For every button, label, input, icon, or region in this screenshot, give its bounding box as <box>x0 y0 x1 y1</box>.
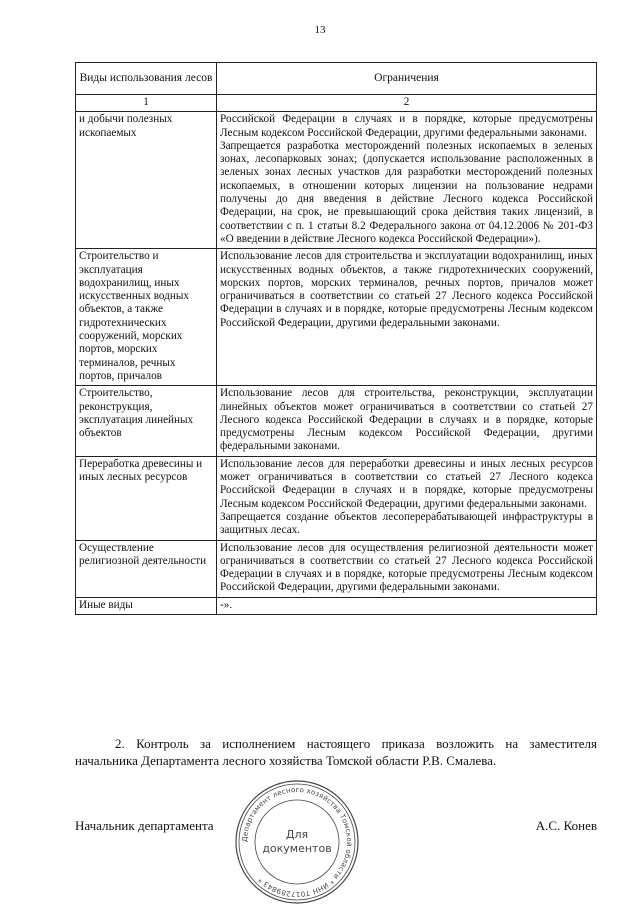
restriction-text: Использование лесов для осуществления религиозной деятельности может ограничиваться в соответствии со статьей 27 Лесного кодекса Российской Федерации в случаях и в порядке, которые предусмотрены Лесным кодексом Российской Федерации, другими федеральными законами. <box>220 541 593 594</box>
row-kind: Строительство и эксплуатация водохранилищ, иных искусственных водных объектов, а также гидротехнических сооружений, морских портов, морских терминалов, речных портов, причалов <box>76 249 217 386</box>
row-restrictions <box>217 386 597 456</box>
header-kinds: Виды использования лесов <box>76 63 217 95</box>
row-restrictions <box>217 597 597 614</box>
restriction-text: Использование лесов для строительства и эксплуатации водохранилищ, иных искусственных водных объектов, а также гидротехнических сооружений, морских портов, морских терминалов, речных портов, причалов может ограничиваться в соответствии со статьей 27 Лесного кодекса Российской Федерации в случаях и в порядке, которые предусмотрены Лесным кодексом Российской Федерации, другими федеральными законами. <box>220 250 593 329</box>
table-row <box>76 597 597 614</box>
row-kind: и добычи полезных ископаемых <box>76 112 217 249</box>
signature-position: Начальник департамента <box>75 818 214 833</box>
restriction-text: -». <box>220 598 233 611</box>
col-number-2: 2 <box>217 95 597 112</box>
restriction-text: Использование лесов для строительства, реконструкции, эксплуатации линейных объектов может ограничиваться в соответствии со статьей 27 Лесного кодекса Российской Федерации в случаях и в порядке, которые предусмотрены Лесным кодексом Российской Федерации, другими федеральными законами. <box>220 387 593 453</box>
restriction-text: Запрещается разработка месторождений полезных ископаемых в зеленых зонах, лесопарковых зонах; (допускается использование расположенных в зеленых зонах лесных участков для разработки месторождений полезных ископаемых, в отношении которых лицензии на пользование недрами получены до дня введения в действие Лесного кодекса Российской Федерации, на срок, не превышающий срока действия таких лицензий, в соответствии с п. 1 статьи 8.2 Федерального закона от 04.12.2006 № 201-ФЗ «О введении в действие Лесного кодекса Российской Федерации»). <box>220 139 593 245</box>
stamp-center-line1: Для <box>285 828 309 841</box>
table-row <box>76 386 597 456</box>
row-restrictions <box>217 456 597 540</box>
row-restrictions <box>217 540 597 597</box>
row-restrictions <box>217 249 597 386</box>
table-row <box>76 249 597 386</box>
table-row <box>76 456 597 540</box>
table-row <box>76 112 597 249</box>
restrictions-table <box>75 62 597 615</box>
row-restrictions <box>217 112 597 249</box>
row-kind: Строительство, реконструкция, эксплуатация линейных объектов <box>76 386 217 456</box>
page-number: 13 <box>314 24 326 36</box>
stamp-ring-text: Департамент лесного хозяйства Томской области * ИНН 7017289843 * <box>240 785 354 899</box>
signature-name: А.С. Конев <box>535 818 597 833</box>
stamp-center-line2: документов <box>262 842 332 855</box>
row-kind: Осуществление религиозной деятельности <box>76 540 217 597</box>
control-paragraph: 2. Контроль за исполнением настоящего приказа возложить на заместителя начальника Департамента лесного хозяйства Томской области Р.В. Смалева. <box>75 736 597 768</box>
row-kind: Иные виды <box>76 597 217 614</box>
header-restrictions: Ограничения <box>217 63 597 95</box>
table-row <box>76 540 597 597</box>
official-stamp <box>233 778 361 906</box>
col-number-1: 1 <box>76 95 217 112</box>
restriction-text: Российской Федерации в случаях и в порядке, которые предусмотрены Лесным кодексом Российской Федерации, другими федеральными законами. <box>220 113 593 139</box>
row-kind: Переработка древесины и иных лесных ресурсов <box>76 456 217 540</box>
restriction-text: Использование лесов для переработки древесины и иных лесных ресурсов может ограничиваться в соответствии со статьей 27 Лесного кодекса Российской Федерации в случаях и в порядке, которые предусмотрены Лесным кодексом Российской Федерации, другими федеральными законами. <box>220 457 593 510</box>
table-header-row <box>76 63 597 95</box>
restriction-text: Запрещается создание объектов лесоперерабатывающей инфраструктуры в защитных лесах. <box>220 510 593 537</box>
column-number-row <box>76 95 597 112</box>
